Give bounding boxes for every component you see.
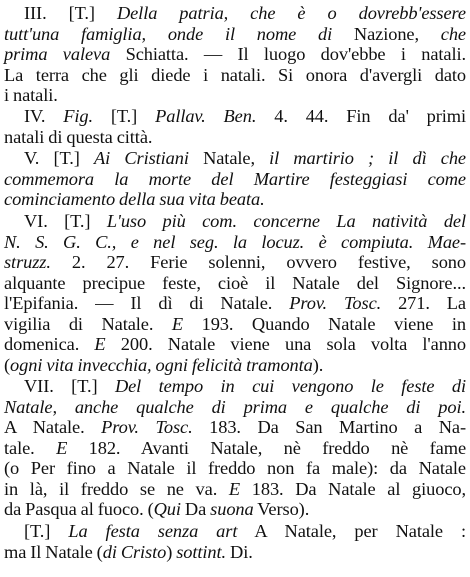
entry-vii — [4, 376, 466, 520]
entry-line — [4, 542, 466, 563]
roman-text-run: Da — [180, 499, 211, 519]
entry-line — [4, 417, 466, 438]
entry-line — [4, 293, 466, 314]
italic-text-run: che — [440, 23, 466, 44]
italic-text-run: cominciamento della sua vita beata. — [4, 189, 265, 209]
entry-line — [4, 479, 466, 500]
italic-text-run: Del tempo in cui vengono le feste di — [114, 376, 466, 396]
roman-text-run: 200. Natale viene una sola volta l'anno — [105, 334, 466, 354]
roman-text-run: i natali. — [4, 85, 58, 105]
entry-line — [4, 273, 466, 294]
entry-iii — [4, 3, 466, 106]
italic-text-run: L'uso più com. concerne La natività del — [106, 211, 466, 231]
roman-text-run: l'Epifania. — Il dì di Natale. — [4, 293, 290, 313]
entry-line — [4, 24, 466, 45]
roman-text-run: VI. [T.] — [24, 211, 107, 231]
entry-line — [4, 65, 466, 86]
italic-text-run: Prov. Tosc. — [101, 417, 193, 437]
entry-line — [4, 211, 466, 232]
roman-text-run: vigilia di Natale. — [4, 313, 172, 334]
entry-line — [4, 499, 466, 520]
italic-text-run: Pallav. Ben. — [155, 106, 257, 126]
roman-text-run: ] — [88, 3, 117, 23]
italic-text-run: commemora la morte del Martire festeggiasi come — [4, 168, 466, 189]
entry-line — [4, 106, 466, 127]
roman-text-run: [T.] — [92, 106, 156, 126]
italic-text-run: ogni vita invecchia, ogni felicità tramonta — [10, 354, 313, 375]
entry-line — [4, 169, 466, 190]
entry-line — [4, 127, 466, 148]
roman-text-run: [T.] — [24, 521, 69, 541]
roman-text-run: da Pasqua al fuoco. ( — [4, 499, 154, 519]
italic-text-run: di Cristo — [102, 541, 167, 562]
entry-iv — [4, 106, 466, 147]
entry-line — [4, 44, 466, 65]
roman-text-run: domenica. — [4, 334, 95, 354]
roman-text-run: Schiatta. — Il luogo dov'ebbe i natali. — [125, 44, 466, 64]
entry-line — [4, 376, 466, 397]
italic-text-run: Fig. — [63, 106, 93, 126]
italic-text-run: Natale, anche qualche di prima e qualche di poi. — [4, 396, 466, 417]
roman-text-run: ma Il Natale ( — [4, 541, 103, 562]
entry-line — [4, 355, 466, 376]
roman-text-run: Nazione, — [353, 23, 441, 44]
roman-text-run: A Natale. — [4, 417, 102, 437]
roman-text-run: ). — [312, 354, 324, 375]
entry-line — [4, 314, 466, 335]
italic-text-run: Prov. Tosc. — [289, 293, 382, 313]
entry-line — [4, 458, 466, 479]
roman-text-run: La terra che gli diede i natali. Si onora d'avergli dato — [4, 64, 466, 85]
italic-text-run: E — [171, 313, 184, 334]
roman-text-run: ( — [4, 354, 11, 375]
entry-line — [4, 334, 466, 355]
roman-text-run: A Natale, per Natale : — [237, 521, 467, 541]
roman-text-run: IV. — [24, 106, 64, 126]
roman-text-run: 271. La — [381, 293, 466, 313]
roman-text-run: 183. Da San Martino a Na- — [192, 417, 466, 437]
roman-text-run: 193. Quando Natale viene in — [183, 313, 467, 334]
italic-text-run: il martirio ; il dì che — [269, 148, 466, 168]
italic-text-run: La festa senza art — [68, 521, 238, 541]
italic-text-run: suona — [210, 499, 254, 519]
italic-text-run: E — [94, 334, 106, 354]
italic-text-run: Ai Cristiani — [94, 148, 204, 168]
roman-text-run: III. [ — [24, 3, 75, 23]
italic-text-run: Qui — [153, 499, 181, 519]
entry-line — [4, 397, 466, 418]
entry-line — [4, 85, 466, 106]
entry-line — [4, 438, 466, 459]
roman-text-run: VII. [T.] — [24, 376, 115, 396]
roman-text-run: 4. 44. Fin da' primi — [256, 106, 467, 126]
italic-text-run: E — [228, 478, 241, 499]
entry-line — [4, 232, 466, 253]
entry-line — [4, 252, 466, 273]
italic-text-run: Della patria, che è o dovrebb'essere — [116, 3, 466, 23]
roman-text-run: 2. 27. Ferie solenni, ovvero festive, sono — [50, 252, 466, 272]
roman-text-run: Verso). — [253, 499, 310, 519]
italic-text-run: prima valeva — [4, 44, 126, 64]
roman-text-run: Di. — [226, 541, 253, 562]
roman-text-run: natali di questa città. — [4, 126, 153, 147]
italic-text-run: N. S. G. C., e nel seg. la locuz. è compiuta. Mae- — [4, 231, 466, 252]
italic-text-run: tutt'una famiglia, onde il nome di — [4, 23, 354, 44]
entry-line — [4, 148, 466, 169]
roman-text-run: 183. Da Natale al giuoco, — [240, 478, 466, 499]
entry-vi — [4, 211, 466, 375]
entry-line — [4, 521, 466, 542]
italic-text-run: sottint. — [176, 541, 227, 562]
entry-line — [4, 189, 466, 210]
roman-text-run: tale. — [4, 437, 57, 458]
roman-text-run: T. — [74, 3, 89, 23]
roman-text-run: 182. Avanti Natale, nè freddo nè fame — [67, 437, 467, 458]
roman-text-run: (o Per fino a Natale il freddo non fa male): da Natale — [4, 458, 466, 478]
entry-viii — [4, 521, 466, 562]
roman-text-run: V. [T.] — [24, 148, 95, 168]
italic-text-run: E — [56, 437, 68, 458]
roman-text-run: Natale, — [203, 148, 270, 168]
entry-line — [4, 3, 466, 24]
italic-text-run: struzz. — [4, 252, 51, 272]
roman-text-run: alquante precipue feste, cioè il Natale del Signore... — [4, 272, 466, 293]
roman-text-run: ) — [166, 541, 177, 562]
roman-text-run: in là, il freddo se ne va. — [4, 478, 229, 499]
entry-v — [4, 148, 466, 210]
